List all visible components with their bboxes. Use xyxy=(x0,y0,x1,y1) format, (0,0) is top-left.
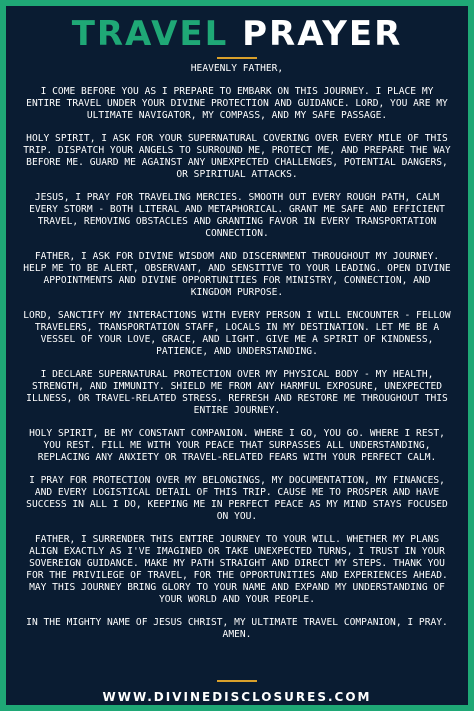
title-divider xyxy=(217,57,257,59)
prayer-closing: IN THE MIGHTY NAME OF JESUS CHRIST, MY ULTIMATE TRAVEL COMPANION, I PRAY. AMEN. xyxy=(26,617,448,640)
prayer-salutation: HEAVENLY FATHER, xyxy=(190,63,284,74)
prayer-paragraph: JESUS, I PRAY FOR TRAVELING MERCIES. SMOOTH OUT EVERY ROUGH PATH, CALM EVERY STORM - BOTH LITERAL AND METAPHORICAL. GRANT ME SAFE AND EFFICIENT TRAVEL, REMOVING OBSTACLES AND GRANTING FAVOR IN EVERY TRANSPORTATION CONNECTION. xyxy=(29,192,445,239)
prayer-paragraph: HOLY SPIRIT, BE MY CONSTANT COMPANION. WHERE I GO, YOU GO. WHERE I REST, YOU REST. FILL ME WITH YOUR PEACE THAT SURPASSES ALL UNDERSTANDING, REPLACING ANY ANXIETY OR TRAVEL-RELATED FEARS WITH YOUR PERFECT CALM. xyxy=(29,428,445,463)
prayer-paragraph: FATHER, I SURRENDER THIS ENTIRE JOURNEY TO YOUR WILL. WHETHER MY PLANS ALIGN EXACTLY AS I'VE IMAGINED OR TAKE UNEXPECTED TURNS, I TRUST IN YOUR SOVEREIGN GUIDANCE. MAKE MY PATH STRAIGHT AND DIRECT MY STEPS. THANK YOU FOR THE PRIVILEGE OF TRAVEL, FOR THE OPPORTUNITIES AND EXPERIENCES AHEAD. MAY THIS JOURNEY BRING GLORY TO YOUR NAME AND EXPAND MY UNDERSTANDING OF YOUR WORLD AND YOUR PEOPLE. xyxy=(26,534,448,605)
prayer-paragraph: I PRAY FOR PROTECTION OVER MY BELONGINGS, MY DOCUMENTATION, MY FINANCES, AND EVERY LOGISTICAL DETAIL OF THIS TRIP. CAUSE ME TO PROSPER AND HAVE SUCCESS IN ALL I DO, KEEPING ME IN PERFECT PEACE AS MY MIND STAYS FOCUSED ON YOU. xyxy=(26,475,448,522)
footer-divider xyxy=(217,680,257,682)
prayer-paragraph: HOLY SPIRIT, I ASK FOR YOUR SUPERNATURAL COVERING OVER EVERY MILE OF THIS TRIP. DISPATCH YOUR ANGELS TO SURROUND ME, PROTECT ME, AND PREPARE THE WAY BEFORE ME. GUARD ME AGAINST ANY UNEXPECTED CHALLENGES, POTENTIAL DANGERS, OR SPIRITUAL ATTACKS. xyxy=(23,133,451,180)
prayer-paragraph: I DECLARE SUPERNATURAL PROTECTION OVER MY PHYSICAL BODY - MY HEALTH, STRENGTH, AND IMMUNITY. SHIELD ME FROM ANY HARMFUL EXPOSURE, UNEXPECTED ILLNESS, OR TRAVEL-RELATED STRESS. REFRESH AND RESTORE ME THROUGHOUT THIS ENTIRE JOURNEY. xyxy=(26,369,448,416)
title-word-travel: TRAVEL xyxy=(71,14,229,54)
page-title xyxy=(6,12,468,56)
prayer-paragraph: FATHER, I ASK FOR DIVINE WISDOM AND DISCERNMENT THROUGHOUT MY JOURNEY. HELP ME TO BE ALERT, OBSERVANT, AND SENSITIVE TO YOUR LEADING. OPEN DIVINE APPOINTMENTS AND DIVINE OPPORTUNITIES FOR MINISTRY, CONNECTION, AND KINGDOM PURPOSE. xyxy=(23,251,451,298)
prayer-body xyxy=(22,63,452,673)
prayer-paragraph: LORD, SANCTIFY MY INTERACTIONS WITH EVERY PERSON I WILL ENCOUNTER - FELLOW TRAVELERS, TRANSPORTATION STAFF, LOCALS IN MY DESTINATION. LET ME BE A VESSEL OF YOUR LOVE, GRACE, AND LIGHT. GIVE ME A SPIRIT OF KINDNESS, PATIENCE, AND UNDERSTANDING. xyxy=(23,310,451,357)
website-url: WWW.DIVINEDISCLOSURES.COM xyxy=(102,690,372,704)
title-word-prayer: PRAYER xyxy=(242,14,403,54)
prayer-paragraph: I COME BEFORE YOU AS I PREPARE TO EMBARK ON THIS JOURNEY. I PLACE MY ENTIRE TRAVEL UNDER YOUR DIVINE PROTECTION AND GUIDANCE. LORD, YOU ARE MY ULTIMATE NAVIGATOR, MY COMPASS, AND MY SAFE PASSAGE. xyxy=(26,86,448,121)
